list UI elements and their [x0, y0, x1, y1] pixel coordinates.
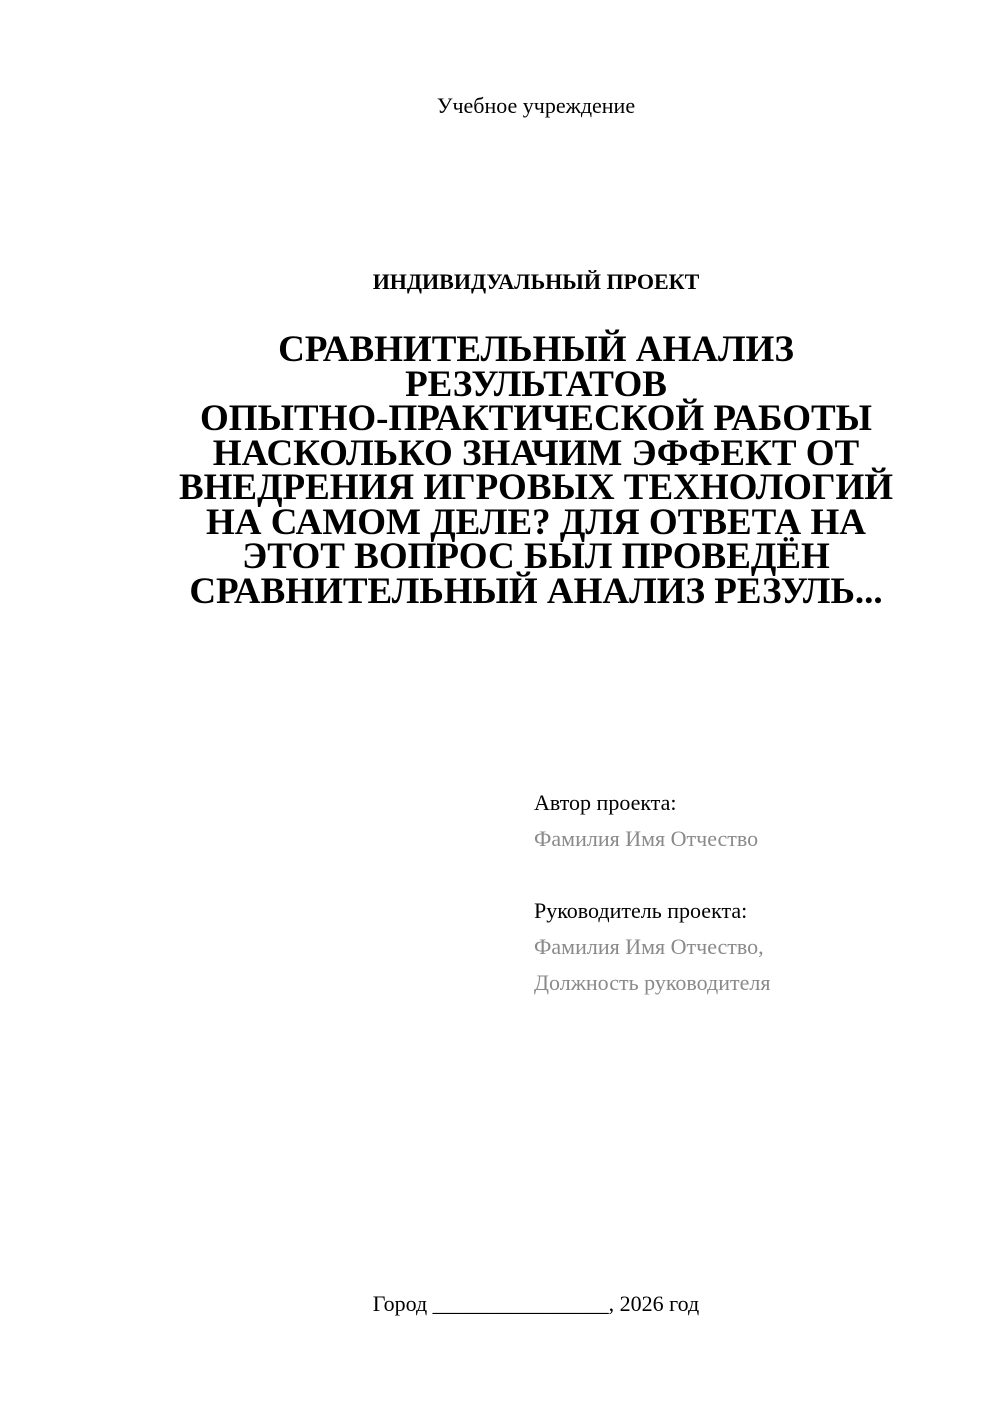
- author-name: Фамилия Имя Отчество: [534, 826, 759, 851]
- institution-name: Учебное учреждение: [436, 93, 636, 118]
- title-line: ОПЫТНО-ПРАКТИЧЕСКОЙ РАБОТЫ: [200, 398, 872, 439]
- title-line: НАСКОЛЬКО ЗНАЧИМ ЭФФЕКТ ОТ: [212, 432, 860, 474]
- author-block: [534, 785, 974, 857]
- project-title: [150, 329, 922, 612]
- supervisor-name: Фамилия Имя Отчество,: [534, 934, 764, 959]
- document-type: ИНДИВИДУАЛЬНЫЙ ПРОЕКТ: [372, 269, 700, 294]
- author-label: Автор проекта:: [534, 790, 677, 815]
- supervisor-position: Должность руководителя: [534, 970, 771, 995]
- title-line: НА САМОМ ДЕЛЕ? ДЛЯ ОТВЕТА НА: [206, 501, 866, 543]
- title-line: СРАВНИТЕЛЬНЫЙ АНАЛИЗ РЕЗУЛЬ...: [189, 570, 883, 612]
- title-line: ВНЕДРЕНИЯ ИГРОВЫХ ТЕХНОЛОГИЙ: [178, 467, 894, 508]
- supervisor-label: Руководитель проекта:: [534, 898, 748, 923]
- supervisor-block: [534, 893, 974, 1001]
- city-year-footer: Город ________________, 2026 год: [372, 1291, 700, 1316]
- title-line: СРАВНИТЕЛЬНЫЙ АНАЛИЗ: [278, 329, 794, 370]
- title-line: ЭТОТ ВОПРОС БЫЛ ПРОВЕДЁН: [242, 536, 830, 577]
- title-line: РЕЗУЛЬТАТОВ: [405, 363, 667, 405]
